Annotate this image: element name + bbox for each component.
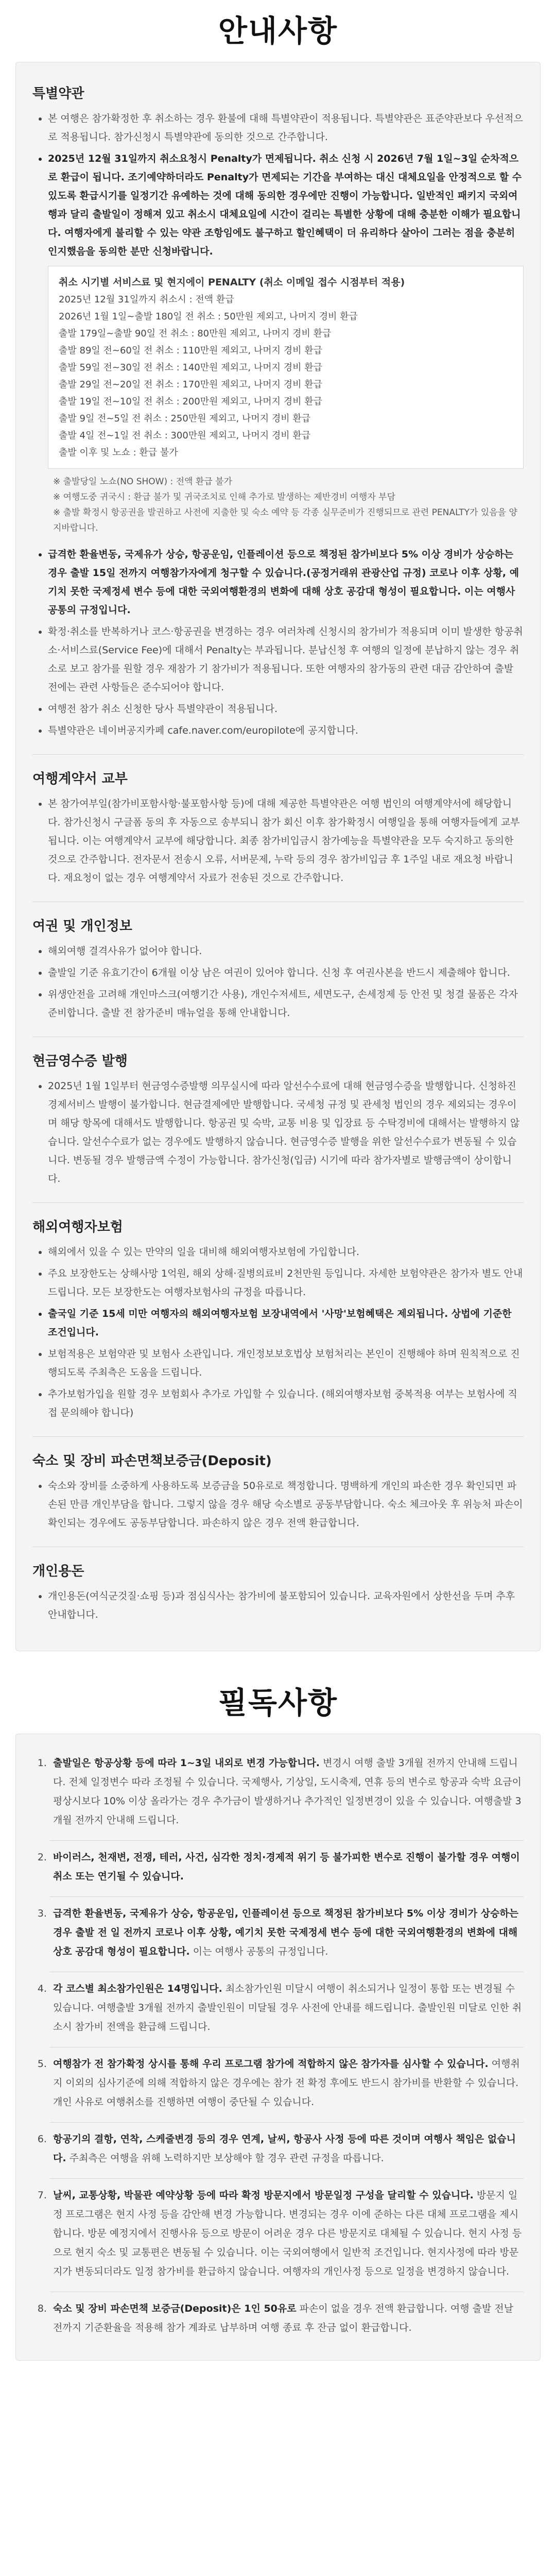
notice-heading: 안내사항 [218,13,338,48]
bullet-list [32,1477,524,1532]
caution-lead: 출발일은 항공상황 등에 따라 1~3일 내외로 변경 가능합니다. [53,1757,320,1769]
bullet-item: • 위생안전을 고려해 개인마스크(여행기간 사용), 개인수저세트, 세면도구, 손세정제 등 안전 및 청결 물품은 각자 준비합니다. 출발 전 참가준비 매뉴얼을 통해 안내합니다. [48,985,524,1022]
caution-lead: 급격한 환율변동, 국제유가 상승, 항공운임, 인플레이션 등으로 책정된 참가비보다 5% 이상 경비가 상승하는 경우 출발 전 일 전까지 코로나 이후 상황, 예기치 못한 국제정세 변수 등에 대한 국외여행환경의 변화에 대해 상호 공감대 형성이 필요합니다. [53,1908,519,1957]
bullet-list [32,794,524,887]
penalty-table [48,266,524,469]
section-deposit [32,1436,524,1547]
caution-item [50,2292,524,2348]
bullet-item: • 해외에서 있을 수 있는 만약의 일을 대비해 해외여행자보험에 가입합니다. [48,1243,524,1261]
caution-lead: 여행참가 전 참가확정 상시를 통해 우리 프로그램 참가에 적합하지 않은 참가자를 심사할 수 있습니다. [53,2058,489,2070]
caution-text: 최소참가인원 미달시 여행이 취소되거나 일정이 통합 또는 변경될 수 있습니다. 여행출발 3개월 전까지 출발인원이 미달될 경우 사전에 안내를 해드립니다. 출발인원 미달로 인한 취소시 참가비 전액을 환급해 드립니다. [53,1983,522,2032]
caution-item [50,1747,524,1841]
penalty-row: 출발 19일 전~10일 전 취소 : 200만원 제외고, 나머지 경비 환급 [59,396,323,407]
penalty-table-title: 취소 시기별 서비스료 및 현지에이 PENALTY (취소 이메일 접수 시점부터 적용) [59,277,405,288]
bullet-list [32,1243,524,1422]
caution-list [32,1747,524,2348]
caution-lead: 숙소 및 장비 파손면책 보증금(Deposit)은 1인 50유로 [53,2303,297,2314]
caution-item [50,1841,524,1897]
section-special-terms [32,75,524,754]
penalty-row: 출발 29일 전~20일 전 취소 : 170만원 제외고, 나머지 경비 환급 [59,379,323,390]
section-title: 특별약관 [32,86,84,101]
bullet-item: • 숙소와 장비를 소중하게 사용하도록 보증금을 50유로로 책정합니다. 명백하게 개인의 파손한 경우 확인되면 파손된 만큼 개인부담을 합니다. 그렇지 않을 경우 해당 숙소별로 공동부담합니다. 숙소 체크아웃 후 위능처 파손이 확인되는 경우에도 공동부담합니다. 파손하지 않은 경우 전액 환급합니다. [48,1477,524,1532]
penalty-row: 출발 이후 및 노쇼 : 환급 불가 [59,447,178,458]
bullet-item: • 2025년 12월 31일까지 취소요청시 Penalty가 면제됩니다. 취소 신청 시 2026년 7월 1일~3일 순차적으로 환급이 됩니다. 조기예약하더라도 Penalty가 면제되는 기간을 부여하는 대신 대체요일을 안정적으로 할 수 있도록 환급시기를 일정기간 유예하는 것에 대해 동의한 경우에만 진행이 가능합니다. 일반적인 패키지 국외여행과 달리 출발일이 정해져 있고 취소시 대체요일에 시간이 걸리는 특별한 상황에 대해 충분한 이해가 필요합니다. 여행자에게 불리할 수 있는 약관 조항임에도 불구하고 할인혜택이 더 유리하다 살아이 그러는 점을 충분히 인지했음을 동의한 분만 신청바랍니다. [48,149,524,261]
caution-item [50,1897,524,1972]
bullet-list [32,545,524,740]
penalty-row: 출발 9일 전~5일 전 취소 : 250만원 제외고, 나머지 경비 환급 [59,413,311,424]
caution-panel [15,1734,541,2361]
penalty-row: 출발 4일 전~1일 전 취소 : 300만원 제외고, 나머지 경비 환급 [59,430,311,441]
penalty-row: 2026년 1월 1일~출발 180일 전 취소 : 50만원 제외고, 나머지 경비 환급 [59,311,358,322]
penalty-note: ※ 출발당일 노쇼(NO SHOW) : 전액 환급 불가 [53,477,232,487]
caution-item [50,1972,524,2047]
section-title: 개인용돈 [32,1564,84,1579]
penalty-row: 출발 59일 전~30일 전 취소 : 140만원 제외고, 나머지 경비 환급 [59,362,323,373]
section-contract [32,754,524,902]
section-passport [32,902,524,1037]
bullet-item: • 확정·취소를 반복하거나 코스·항공권을 변경하는 경우 여러차례 신청시의 참가비가 적용되며 이미 발생한 항공취소·서비스료(Service Fee)에 대해서 Penalty는 부과됩니다. 분납신청 후 여행의 일정에 분납하지 않는 경우 취소로 보고 참가를 원할 경우 재참가 기 참가비가 적용됩니다. 또한 여행자의 참가동의 관련 대금 감안하여 출발 전에는 관련 사항들은 준수되어야 합니다. [48,622,524,697]
bullet-item: • 급격한 환율변동, 국제유가 상승, 항공운임, 인플레이션 등으로 책정된 참가비보다 5% 이상 경비가 상승하는 경우 출발 15일 전까지 여행참가자에게 청구할 수 있습니다.(공정거래위 관광산업 규정) 코로나 이후 상황, 예기치 못한 국제정세 변수 등에 대한 국외여행환경의 변화에 대해 상호 공감대 형성이 필요합니다. 이는 여행사 공통의 규정입니다. [48,545,524,619]
caution-text: 여행취지 이외의 심사기준에 의해 적합하지 않은 경우에는 참가 전 확정 후에도 반드시 참가비를 반환할 수 있습니다. 개인 사유로 여행취소를 진행하면 여행이 중단될 수 있습니다. [53,2058,520,2108]
section-title: 현금영수증 발행 [32,1054,128,1069]
caution-text: 방문지 일정 프로그램은 현지 사정 등을 감안해 변경 가능합니다. 변경되는 경우 이에 준하는 다른 대체 프로그램을 제시합니다. 방문 예정지에서 진행사유 등으로 방문이 어려운 경우 다른 방문지로 대체될 수 있습니다. 현지 사정 등으로 현지 숙소 및 교통편은 변동될 수 있습니다. 이는 국외여행에서 일반적 조건입니다. 현지사정에 따라 방문지가 변동되더라도 일정 참가비를 환급하지 않습니다. 여행자의 개인사정 등으로 일정을 변경하지 않습니다. [53,2190,522,2277]
bullet-list [32,942,524,1022]
section-title: 여행계약서 교부 [32,771,128,787]
bullet-item: • 본 참가여부일(참가비포함사항·불포함사항 등)에 대해 제공한 특별약관은 여행 법인의 여행계약서에 해당합니다. 참가신청시 구글폼 동의 후 자동으로 송부되니 참가 회신 이후 참가확정시 여행일을 통해 여행자들에게 교부됩니다. 이는 여행계약서 교부에 해당합니다. 최종 참가비입금시 참가예능을 특별약관을 모두 숙지하고 동의한 것으로 간주합니다. 전자문서 전송시 오류, 서버문제, 누락 등의 경우 참가비입금 후 1주일 내로 재요청 바랍니다. 재요청이 없는 경우 여행계약서 자료가 전송된 것으로 간주합니다. [48,794,524,887]
section-pocket-money [32,1547,524,1638]
bullet-list [32,1587,524,1624]
caution-lead: 각 코스별 최소참가인원은 14명입니다. [53,1983,222,1994]
bullet-item: • 출발일 기준 유효기간이 6개월 이상 남은 여권이 있어야 합니다. 신청 후 여권사본을 반드시 제출해야 합니다. [48,963,524,982]
caution-text: 파손이 없을 경우 전액 환급합니다. 여행 출발 전날 전까지 기준환율을 적용해 참가 계좌로 납부하며 여행 종료 후 잔금 없이 환급합니다. [53,2303,514,2333]
section-insurance [32,1202,524,1436]
bullet-item: • 주요 보장한도는 상해사망 1억원, 해외 상해·질병의료비 2천만원 등입니다. 자세한 보험약관은 참가자 별도 안내드립니다. 모든 보장한도는 여행자보험사의 규정을 따릅니다. [48,1264,524,1301]
penalty-row: 출발 179일~출발 90일 전 취소 : 80만원 제외고, 나머지 경비 환급 [59,328,332,339]
penalty-note: ※ 여행도중 귀국시 : 환급 불가 및 귀국조치로 인해 추가로 발생하는 제반경비 여행자 부담 [53,492,395,502]
penalty-row: 2025년 12월 31일까지 취소시 : 전액 환급 [59,294,234,305]
caution-item [50,2047,524,2123]
bullet-list [32,1077,524,1188]
bullet-item: • 본 여행은 참가확정한 후 취소하는 경우 환불에 대해 특별약관이 적용됩니다. 특별약관은 표준약관보다 우선적으로 적용됩니다. 참가신청시 특별약관에 동의한 것으로 간주합니다. [48,109,524,146]
bullet-item: • 추가보험가입을 원할 경우 보험회사 추가로 가입할 수 있습니다. (해외여행자보험 중복적용 여부는 보험사에 직접 문의해야 합니다) [48,1385,524,1422]
caution-lead: 항공기의 결항, 연착, 스케줄변경 등의 경우 연계, 날씨, 항공사 사정 등에 따른 것이며 여행사 책임은 없습니다. [53,2133,516,2164]
caution-text: 이는 여행사 공통의 규정입니다. [189,1946,328,1957]
bullet-item: • 특별약관은 네이버공지카페 cafe.naver.com/europilote에 공지합니다. [48,721,524,740]
caution-lead: 날씨, 교통상황, 박물관 예약상황 등에 따라 확정 방문지에서 방문일정 구성을 달리할 수 있습니다. [53,2190,474,2201]
caution-text: 주최측은 여행을 위해 노력하지만 보상해야 할 경우 관련 규정을 따릅니다. [66,2153,384,2164]
caution-item [50,2123,524,2179]
notice-panel [15,62,541,1651]
bullet-item: • 출국일 기준 15세 미만 여행자의 해외여행자보험 보장내역에서 '사망'보험혜택은 제외됩니다. 상법에 기준한 조건입니다. [48,1304,524,1342]
bullet-list [32,109,524,261]
penalty-note: ※ 출발 확정시 항공권을 발권하고 사전에 지출한 및 숙소 예약 등 각종 실무준비가 진행되므로 관련 PENALTY가 있음을 양지바랍니다. [53,507,517,533]
bullet-item: • 2025년 1월 1일부터 현금영수증발행 의무실시에 따라 알선수수료에 대해 현금영수증을 발행합니다. 신청하진 경제서비스 발행이 불가합니다. 현금결제에만 발행합니다. 국세청 규정 및 관세청 법인의 경우 제외되는 경우이며 해당 항목에 대해서도 발행합니다. 항공권 및 숙박, 교통 비용 및 입장료 등 수탁경비에 대해서는 발행하지 않습니다. 알선수수료가 없는 경우에도 발행하지 않습니다. 현금영수증 발행을 위한 알선수수료가 변동될 수 있습니다. 변동될 경우 발행금액 수정이 가능합니다. 참가신청(입금) 시기에 따라 참가자별로 발행금액이 상이합니다. [48,1077,524,1188]
caution-lead: 바이러스, 천재변, 전쟁, 테러, 사건, 심각한 정치·경제적 위기 등 불가피한 변수로 진행이 불가할 경우 여행이 취소 또는 연기될 수 있습니다. [53,1852,520,1882]
bullet-item: • 해외여행 결격사유가 없어야 합니다. [48,942,524,960]
section-receipt [32,1037,524,1202]
section-title: 여권 및 개인정보 [32,919,132,934]
caution-text: 변경시 여행 출발 3개월 전까지 안내해 드립니다. 전체 일정변수 따라 조정될 수 있습니다. 국제행사, 기상일, 도시축제, 연휴 등의 변수로 항공과 숙박 요금이 평상시보다 10% 이상 올라가는 경우 추가금이 발생하거나 추가적인 일정변경이 있을 수 있습니다. 여행출발 3개월 전까지 안내해 드립니다. [53,1757,522,1826]
penalty-row: 출발 89일 전~60일 전 취소 : 110만원 제외고, 나머지 경비 환급 [59,345,323,356]
caution-heading: 필독사항 [218,1685,338,1720]
section-title: 해외여행자보험 [32,1219,123,1235]
section-title: 숙소 및 장비 파손면책보증금(Deposit) [32,1453,272,1469]
bullet-item: • 보험적용은 보험약관 및 보험사 소관입니다. 개인정보보호법상 보험처리는 본인이 진행해야 하며 원칙적으로 진행되도록 주최측은 도움을 드립니다. [48,1345,524,1382]
bullet-item: • 여행전 참가 취소 신청한 당사 특별약관이 적용됩니다. [48,700,524,718]
caution-item [50,2179,524,2292]
bullet-item: • 개인용돈(여식군것질·쇼핑 등)과 점심식사는 참가비에 불포함되어 있습니다. 교육자원에서 상한선을 두며 추후 안내합니다. [48,1587,524,1624]
